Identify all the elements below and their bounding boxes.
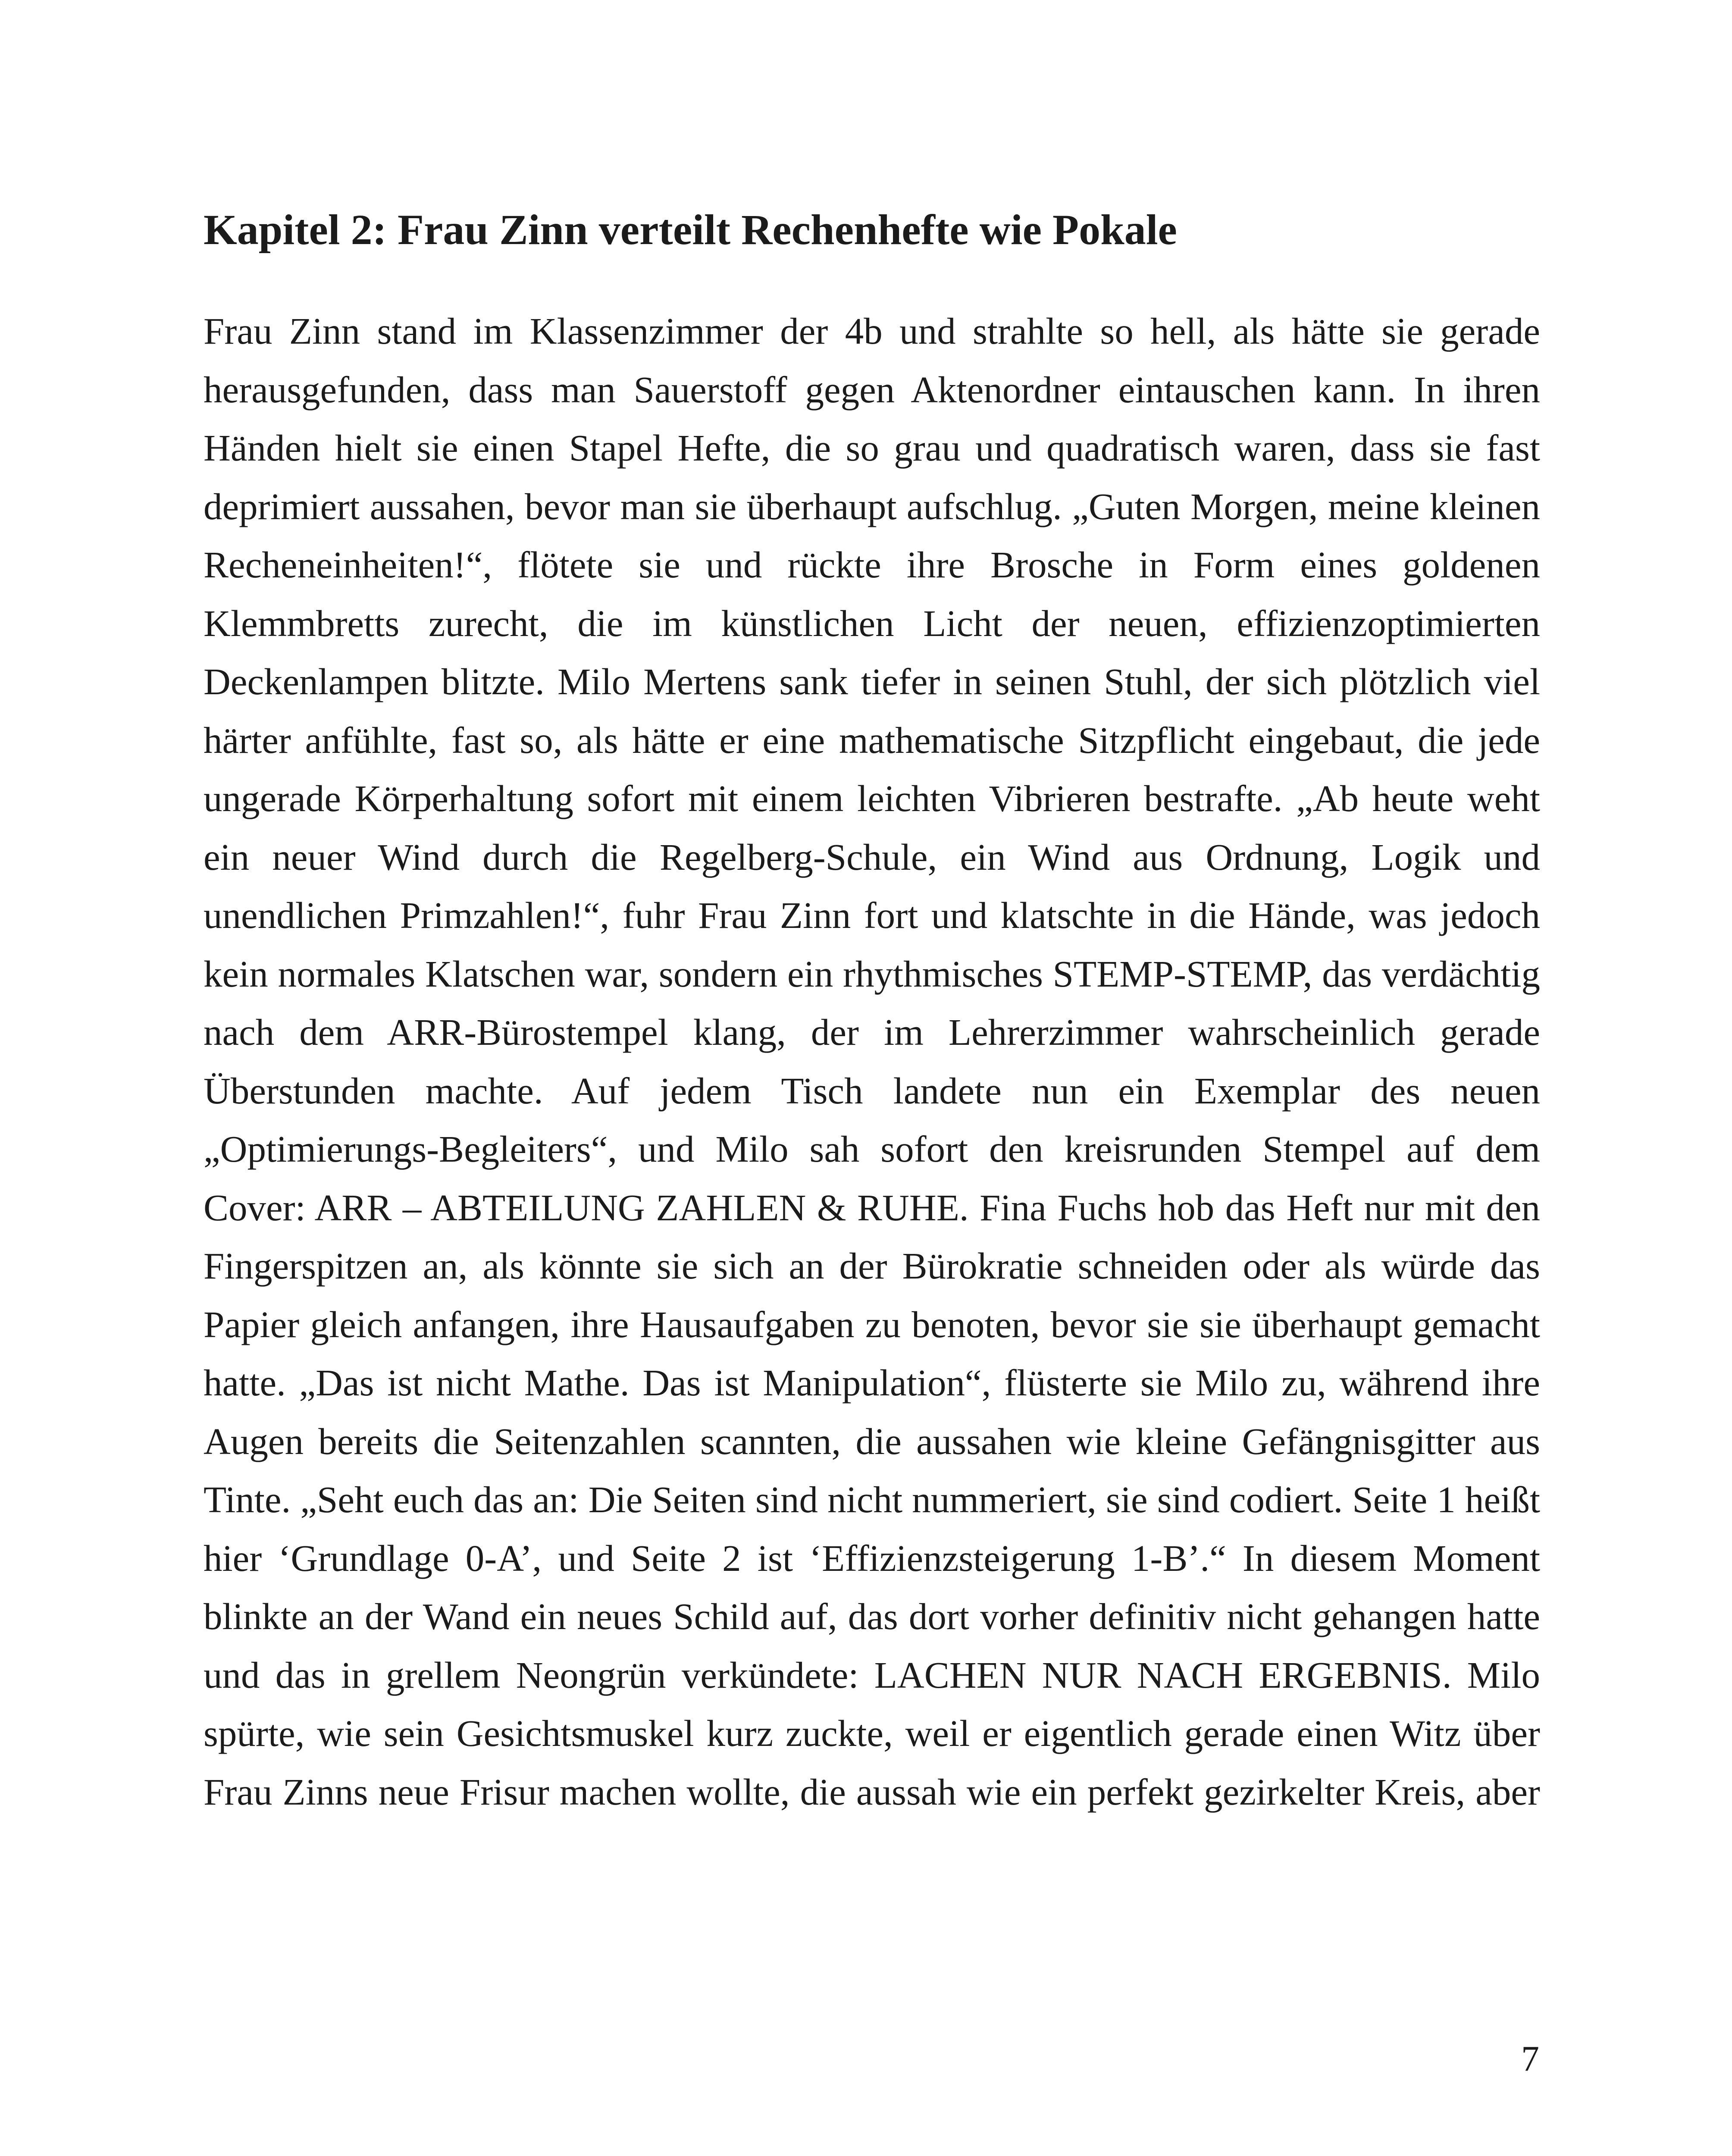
body-paragraph: Frau Zinn stand im Klassenzimmer der 4b und strahlte so hell, als hätte sie gerade herausgefunden, dass man Sauerstoff gegen Aktenordner eintauschen kann. In ihren Händen hielt sie einen Stapel Hefte, die so grau und quadratisch waren, dass sie fast deprimiert aussahen, bevor man sie überhaupt aufschlug. „Guten Morgen, meine kleinen Recheneinheiten!“, flötete sie und rückte ihre Brosche in Form eines goldenen Klemmbretts zurecht, die im künstlichen Licht der neuen, effizienzoptimierten Deckenlampen blitzte. Milo Mertens sank tiefer in seinen Stuhl, der sich plötzlich viel härter anfühlte, fast so, als hätte er eine mathematische Sitzpflicht eingebaut, die jede ungerade Körperhaltung sofort mit einem leichten Vibrieren bestrafte. „Ab heute weht ein neuer Wind durch die Regelberg-Schule, ein Wind aus Ordnung, Logik und unendlichen Primzahlen!“, fuhr Frau Zinn fort und klatschte in die Hände, was jedoch kein normales Klatschen war, sondern ein rhythmisches STEMP-STEMP, das verdächtig nach dem ARR-Bürostempel klang, der im Lehrerzimmer wahrscheinlich gerade Überstunden machte. Auf jedem Tisch landete nun ein Exemplar des neuen „Optimierungs-Begleiters“, und Milo sah sofort den kreisrunden Stempel auf dem Cover: ARR – ABTEILUNG ZAHLEN & RUHE. Fina Fuchs hob das Heft nur mit den Fingerspitzen an, als könnte sie sich an der Bürokratie schneiden oder als würde das Papier gleich anfangen, ihre Hausaufgaben zu benoten, bevor sie sie überhaupt gemacht hatte. „Das ist nicht Mathe. Das ist Manipulation“, flüsterte sie Milo zu, während ihre Augen bereits die Seitenzahlen scannten, die aussahen wie kleine Gefängnisgitter aus Tinte. „Seht euch das an: Die Seiten sind nicht nummeriert, sie sind codiert. Seite 1 heißt hier ‘Grundlage 0-A’, und Seite 2 ist ‘Effizienzsteigerung 1-B’.“ In diesem Moment blinkte an der Wand ein neues Schild auf, das dort vorher definitiv nicht gehangen hatte und das in grellem Neongrün verkündete: LACHEN NUR NACH ERGEBNIS. Milo spürte, wie sein Gesichtsmuskel kurz zuckte, weil er eigentlich gerade einen Witz über Frau Zinns neue Frisur machen wollte, die aussah wie ein perfekt gezirkelter Kreis, aber xyxy=(204,310,1540,1813)
page-number: 7 xyxy=(1521,2039,1539,2079)
chapter-title: Kapitel 2: Frau Zinn verteilt Rechenhefte wie Pokale xyxy=(204,206,1177,254)
